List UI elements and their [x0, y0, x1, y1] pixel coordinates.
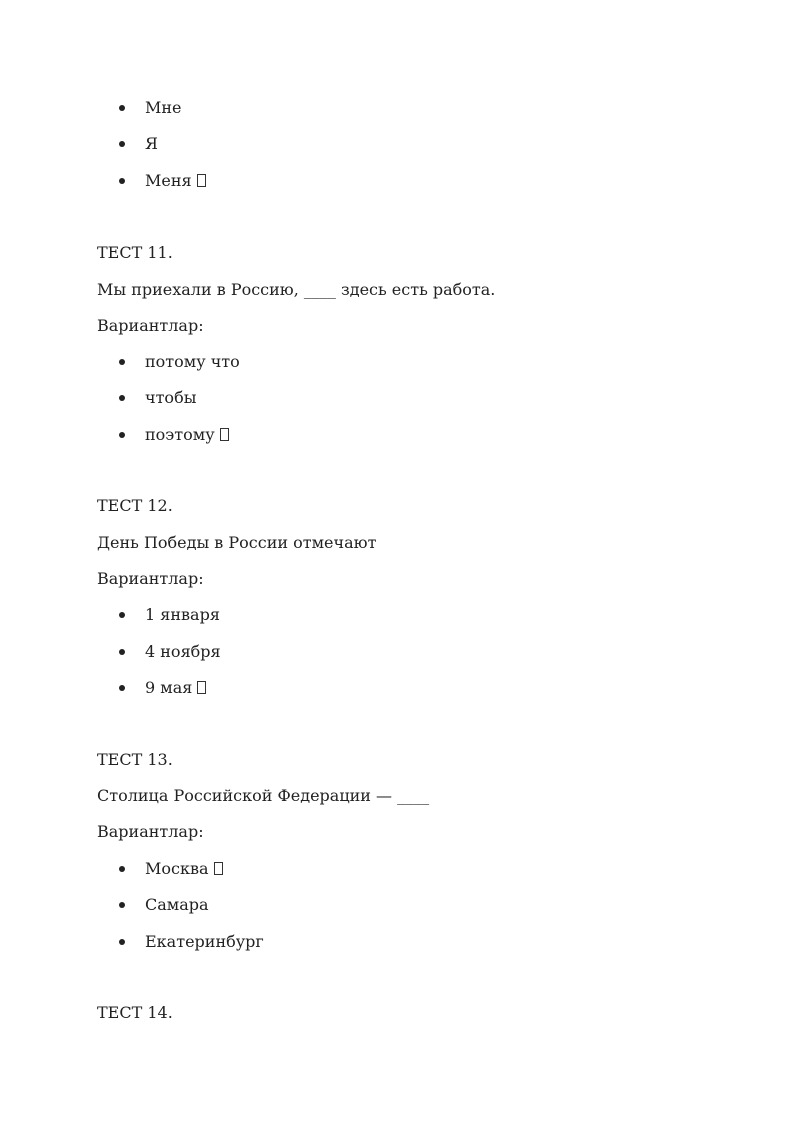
- option-text: потому что: [145, 352, 240, 371]
- option-item: [145, 133, 158, 155]
- option-item: [145, 424, 229, 446]
- test-title: ТЕСТ 14.: [97, 1003, 173, 1022]
- option-text: 4 ноября: [145, 642, 221, 661]
- option-text: Москва: [145, 859, 209, 878]
- test-title: ТЕСТ 13.: [97, 750, 173, 769]
- answer-mark-icon: [214, 862, 223, 875]
- test-question: Столица Российской Федерации — ____: [97, 786, 430, 805]
- option-item: [145, 351, 240, 373]
- variants-label: Вариантлар:: [97, 822, 204, 841]
- option-text: чтобы: [145, 388, 197, 407]
- option-item: [145, 170, 206, 192]
- bullet: [119, 141, 125, 147]
- bullet: [119, 649, 125, 655]
- option-text: Я: [145, 134, 158, 153]
- bullet: [119, 939, 125, 945]
- option-item: [145, 677, 206, 699]
- test-question: День Победы в России отмечают: [97, 533, 377, 552]
- bullet: [119, 178, 125, 184]
- option-item: [145, 604, 220, 626]
- bullet: [119, 902, 125, 908]
- bullet: [119, 432, 125, 438]
- option-text: Мне: [145, 98, 182, 117]
- option-text: Меня: [145, 171, 192, 190]
- answer-mark-icon: [197, 681, 206, 694]
- option-item: [145, 858, 223, 880]
- test-title: ТЕСТ 11.: [97, 243, 173, 262]
- option-text: 9 мая: [145, 678, 193, 697]
- option-item: [145, 931, 264, 953]
- bullet: [119, 685, 125, 691]
- bullet: [119, 866, 125, 872]
- option-text: Екатеринбург: [145, 932, 264, 951]
- option-item: [145, 641, 221, 663]
- test-question: Мы приехали в Россию, ____ здесь есть работа.: [97, 280, 496, 299]
- option-item: [145, 97, 182, 119]
- variants-label: Вариантлар:: [97, 316, 204, 335]
- option-text: поэтому: [145, 425, 215, 444]
- variants-label: Вариантлар:: [97, 569, 204, 588]
- answer-mark-icon: [220, 428, 229, 441]
- bullet: [119, 105, 125, 111]
- bullet: [119, 395, 125, 401]
- option-item: [145, 387, 196, 409]
- bullet: [119, 359, 125, 365]
- bullet: [119, 612, 125, 618]
- answer-mark-icon: [197, 174, 206, 187]
- test-title: ТЕСТ 12.: [97, 496, 173, 515]
- option-text: 1 января: [145, 605, 220, 624]
- option-item: [145, 894, 209, 916]
- option-text: Самара: [145, 895, 209, 914]
